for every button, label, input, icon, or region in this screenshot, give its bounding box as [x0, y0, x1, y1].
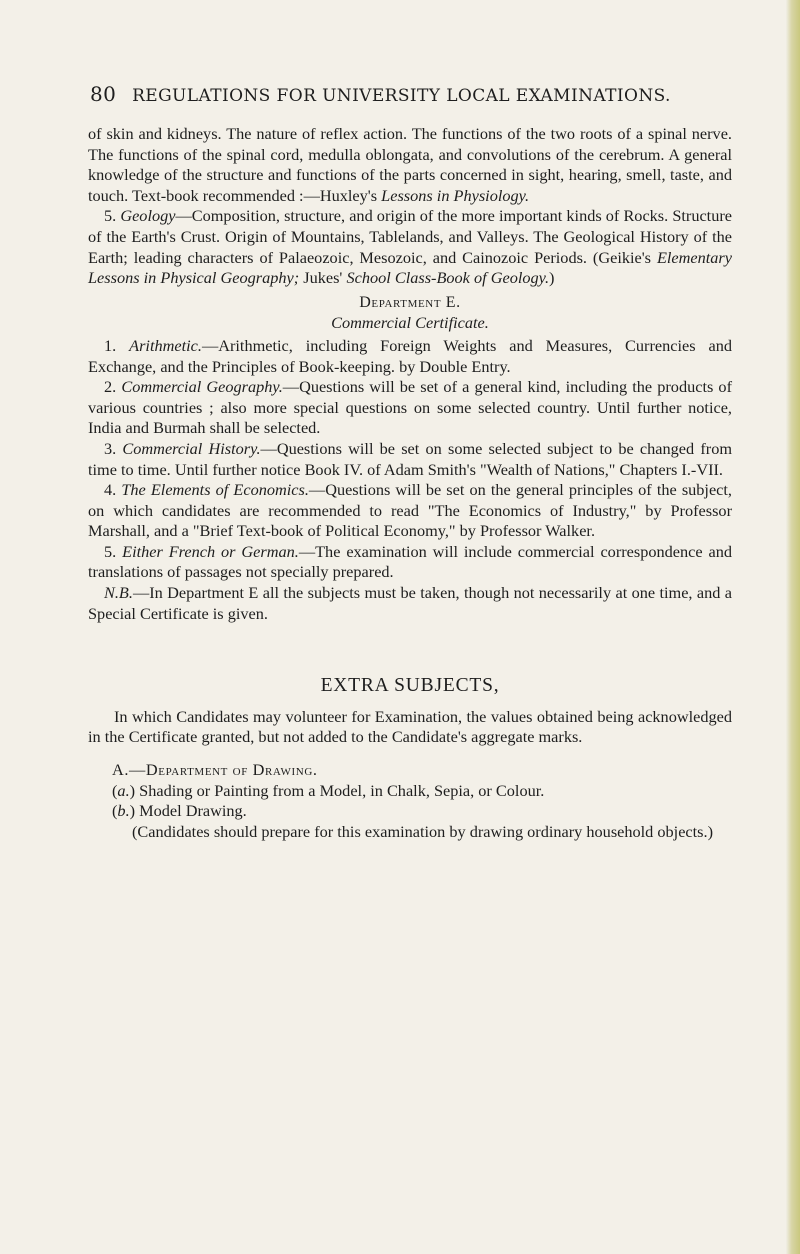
physiology-paragraph [88, 124, 732, 206]
item-number: 5. [104, 541, 117, 561]
item-name: Commercial History. [122, 438, 261, 458]
dept-e-item [88, 439, 732, 480]
geology-end: ) [549, 268, 555, 288]
dept-e-item [88, 542, 732, 583]
item-text: —The examination will include commercial correspondence and translations of passages not specially prepared. [88, 541, 733, 582]
item-text: —Questions will be set on some selected subject to be changed from time to time. Until further notice Book IV. of Adam Smith's "Wealth of Nations," Chapters I.-VII. [88, 438, 732, 479]
running-header [90, 82, 730, 106]
nb-paragraph [88, 583, 732, 624]
geology-book-2: School Class-Book of Geology. [346, 268, 550, 288]
drawing-item-label: a. [117, 780, 130, 800]
drawing-item: (b.) Model Drawing. [112, 801, 247, 821]
header-title: REGULATIONS FOR UNIVERSITY LOCAL EXAMINATIONS. [132, 86, 671, 106]
extra-subjects-intro: In which Candidates may volunteer for Examination, the values obtained being acknowledged in the Certificate granted, but not added to the Candidate's aggregate marks. [88, 706, 732, 747]
item-text: —Questions will be set on the general principles of the subject, on which candidates are recommended to read "The Economics of Industry," by Professor Marshall, and a "Brief Text-book of Political Economy," by Professor Walker. [88, 480, 733, 541]
drawing-item-text: Shading or Painting from a Model, in Chalk, Sepia, or Colour. [139, 780, 545, 800]
item-number: 2. [104, 377, 117, 397]
drawing-note: (Candidates should prepare for this examination by drawing ordinary household objects.) [132, 821, 714, 841]
item-text: —Arithmetic, including Foreign Weights and Measures, Currencies and Exchange, and the Principles of Book-keeping. by Double Entry. [88, 335, 732, 376]
page-number: 80 [90, 82, 117, 106]
geology-mid: Jukes' [299, 268, 347, 288]
page-edge [786, 0, 800, 1254]
item-number: 3. [104, 438, 117, 458]
geology-book-1: Elementary Lessons in Physical Geography; [88, 247, 732, 288]
item-text: —Questions will be set of a general kind, including the products of various countries ; also more special questions on some selected country. Until further notice, India and Burmah shall be selected. [88, 377, 732, 438]
department-e-title: Department E. [359, 293, 461, 311]
physiology-book: Lessons in Physiology. [381, 185, 530, 205]
drawing-item: (a.) Shading or Painting from a Model, in Chalk, Sepia, or Colour. [112, 780, 545, 800]
drawing-department-title: A.—Department of Drawing. [112, 760, 318, 780]
dept-e-item [88, 336, 732, 377]
drawing-item-label: b. [117, 801, 130, 821]
item-name: Either French or German. [122, 541, 299, 561]
drawing-item-text: Model Drawing. [139, 801, 247, 821]
nb-text: —In Department E all the subjects must be taken, though not necessarily at one time, and a Special Certificate is given. [88, 583, 732, 623]
dept-e-item [88, 377, 732, 439]
certificate-title: Commercial Certificate. [331, 313, 489, 333]
geology-name: Geology [120, 206, 176, 226]
geology-number: 5. [104, 206, 117, 226]
item-name: Commercial Geography. [121, 377, 283, 397]
body-text [88, 124, 732, 842]
geology-text: —Composition, structure, and origin of the more important kinds of Rocks. Structure of the Earth's Crust. Origin of Mountains, Tablelands, and Valleys. The Geological History of the Earth; leading characters of Palaeozoic, Mesozoic, and Cainozoic Periods. (Geikie's [88, 206, 732, 267]
dept-e-item [88, 480, 732, 542]
item-name: The Elements of Economics. [121, 480, 309, 500]
item-name: Arithmetic. [129, 335, 202, 355]
extra-subjects-title: EXTRA SUBJECTS, [320, 675, 500, 697]
item-number: 1. [104, 335, 117, 355]
geology-paragraph [88, 206, 732, 288]
physiology-text: of skin and kidneys. The nature of reflex action. The functions of the two roots of a spinal nerve. The functions of the spinal cord, medulla oblongata, and convolutions of the cerebrum. A general knowledge of the structure and functions of the parts concerned in sight, hearing, smell, taste, and touch. Text-book recommended :—Huxley's [88, 124, 732, 205]
item-number: 4. [104, 480, 117, 500]
nb-label: N.B. [104, 583, 133, 603]
